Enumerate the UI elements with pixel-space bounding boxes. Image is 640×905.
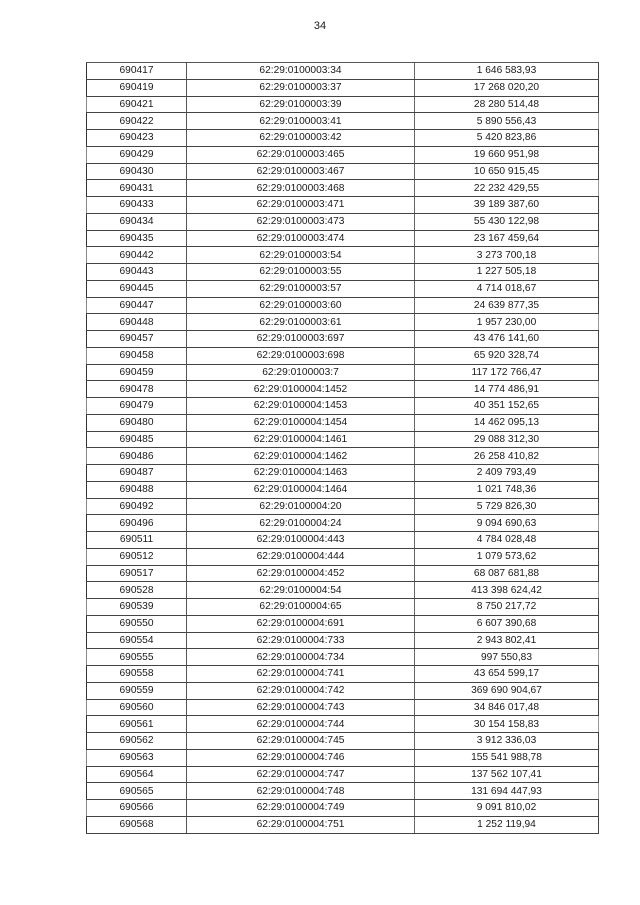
cadastral-number-cell: 62:29:0100003:34 bbox=[187, 63, 415, 80]
table-row bbox=[87, 398, 599, 415]
table-row bbox=[87, 230, 599, 247]
object-code-cell: 690429 bbox=[87, 146, 187, 163]
cadastral-number-cell: 62:29:0100003:468 bbox=[187, 180, 415, 197]
object-code-cell: 690486 bbox=[87, 448, 187, 465]
cadastral-number-cell: 62:29:0100003:473 bbox=[187, 213, 415, 230]
cadastral-number-cell: 62:29:0100004:749 bbox=[187, 800, 415, 817]
cadastral-number-cell: 62:29:0100004:742 bbox=[187, 682, 415, 699]
cadastral-number-cell: 62:29:0100004:1464 bbox=[187, 481, 415, 498]
object-code-cell: 690485 bbox=[87, 431, 187, 448]
table-row bbox=[87, 113, 599, 130]
object-code-cell: 690563 bbox=[87, 749, 187, 766]
object-code-cell: 690566 bbox=[87, 800, 187, 817]
table-body bbox=[87, 63, 599, 834]
cadastral-number-cell: 62:29:0100004:744 bbox=[187, 716, 415, 733]
cadastral-number-cell: 62:29:0100004:734 bbox=[187, 649, 415, 666]
amount-cell: 3 273 700,18 bbox=[415, 247, 599, 264]
cadastral-number-cell: 62:29:0100004:748 bbox=[187, 783, 415, 800]
object-code-cell: 690511 bbox=[87, 532, 187, 549]
table-row bbox=[87, 314, 599, 331]
table-row bbox=[87, 548, 599, 565]
object-code-cell: 690447 bbox=[87, 297, 187, 314]
object-code-cell: 690434 bbox=[87, 213, 187, 230]
table-row bbox=[87, 632, 599, 649]
amount-cell: 28 280 514,48 bbox=[415, 96, 599, 113]
object-code-cell: 690422 bbox=[87, 113, 187, 130]
object-code-cell: 690479 bbox=[87, 398, 187, 415]
table-row bbox=[87, 666, 599, 683]
cadastral-number-cell: 62:29:0100004:452 bbox=[187, 565, 415, 582]
object-code-cell: 690431 bbox=[87, 180, 187, 197]
object-code-cell: 690559 bbox=[87, 682, 187, 699]
cadastral-number-cell: 62:29:0100003:697 bbox=[187, 331, 415, 348]
table-row bbox=[87, 63, 599, 80]
amount-cell: 14 774 486,91 bbox=[415, 381, 599, 398]
amount-cell: 369 690 904,67 bbox=[415, 682, 599, 699]
amount-cell: 5 420 823,86 bbox=[415, 130, 599, 147]
table-row bbox=[87, 816, 599, 833]
table-row bbox=[87, 414, 599, 431]
object-code-cell: 690478 bbox=[87, 381, 187, 398]
object-code-cell: 690565 bbox=[87, 783, 187, 800]
amount-cell: 1 079 573,62 bbox=[415, 548, 599, 565]
table-row bbox=[87, 247, 599, 264]
cadastral-number-cell: 62:29:0100004:1461 bbox=[187, 431, 415, 448]
amount-cell: 30 154 158,83 bbox=[415, 716, 599, 733]
cadastral-number-cell: 62:29:0100003:474 bbox=[187, 230, 415, 247]
amount-cell: 26 258 410,82 bbox=[415, 448, 599, 465]
cadastral-number-cell: 62:29:0100004:1462 bbox=[187, 448, 415, 465]
cadastral-number-cell: 62:29:0100004:1453 bbox=[187, 398, 415, 415]
object-code-cell: 690419 bbox=[87, 79, 187, 96]
amount-cell: 40 351 152,65 bbox=[415, 398, 599, 415]
amount-cell: 1 646 583,93 bbox=[415, 63, 599, 80]
cadastral-number-cell: 62:29:0100004:746 bbox=[187, 749, 415, 766]
table-row bbox=[87, 599, 599, 616]
table-row bbox=[87, 532, 599, 549]
table-row bbox=[87, 716, 599, 733]
table-row bbox=[87, 800, 599, 817]
table-row bbox=[87, 79, 599, 96]
object-code-cell: 690423 bbox=[87, 130, 187, 147]
object-code-cell: 690562 bbox=[87, 733, 187, 750]
amount-cell: 3 912 336,03 bbox=[415, 733, 599, 750]
table-row bbox=[87, 465, 599, 482]
cadastral-number-cell: 62:29:0100004:1454 bbox=[187, 414, 415, 431]
cadastral-number-cell: 62:29:0100003:42 bbox=[187, 130, 415, 147]
data-table bbox=[86, 62, 599, 834]
amount-cell: 19 660 951,98 bbox=[415, 146, 599, 163]
table-row bbox=[87, 364, 599, 381]
table-row bbox=[87, 481, 599, 498]
amount-cell: 1 227 505,18 bbox=[415, 264, 599, 281]
cadastral-number-cell: 62:29:0100003:465 bbox=[187, 146, 415, 163]
object-code-cell: 690417 bbox=[87, 63, 187, 80]
object-code-cell: 690435 bbox=[87, 230, 187, 247]
amount-cell: 17 268 020,20 bbox=[415, 79, 599, 96]
amount-cell: 43 654 599,17 bbox=[415, 666, 599, 683]
object-code-cell: 690480 bbox=[87, 414, 187, 431]
amount-cell: 55 430 122,98 bbox=[415, 213, 599, 230]
table-row bbox=[87, 146, 599, 163]
table-row bbox=[87, 498, 599, 515]
cadastral-number-cell: 62:29:0100004:1452 bbox=[187, 381, 415, 398]
cadastral-number-cell: 62:29:0100004:733 bbox=[187, 632, 415, 649]
object-code-cell: 690517 bbox=[87, 565, 187, 582]
cadastral-number-cell: 62:29:0100003:54 bbox=[187, 247, 415, 264]
object-code-cell: 690558 bbox=[87, 666, 187, 683]
amount-cell: 413 398 624,42 bbox=[415, 582, 599, 599]
cadastral-number-cell: 62:29:0100004:691 bbox=[187, 615, 415, 632]
table-row bbox=[87, 699, 599, 716]
object-code-cell: 690492 bbox=[87, 498, 187, 515]
amount-cell: 8 750 217,72 bbox=[415, 599, 599, 616]
table-row bbox=[87, 649, 599, 666]
table-row bbox=[87, 264, 599, 281]
amount-cell: 23 167 459,64 bbox=[415, 230, 599, 247]
amount-cell: 1 252 119,94 bbox=[415, 816, 599, 833]
object-code-cell: 690550 bbox=[87, 615, 187, 632]
amount-cell: 1 021 748,36 bbox=[415, 481, 599, 498]
amount-cell: 137 562 107,41 bbox=[415, 766, 599, 783]
cadastral-number-cell: 62:29:0100003:41 bbox=[187, 113, 415, 130]
amount-cell: 117 172 766,47 bbox=[415, 364, 599, 381]
amount-cell: 14 462 095,13 bbox=[415, 414, 599, 431]
amount-cell: 5 729 826,30 bbox=[415, 498, 599, 515]
cadastral-number-cell: 62:29:0100004:54 bbox=[187, 582, 415, 599]
table-row bbox=[87, 682, 599, 699]
amount-cell: 9 094 690,63 bbox=[415, 515, 599, 532]
table-row bbox=[87, 749, 599, 766]
table-row bbox=[87, 615, 599, 632]
object-code-cell: 690554 bbox=[87, 632, 187, 649]
table-row bbox=[87, 331, 599, 348]
object-code-cell: 690564 bbox=[87, 766, 187, 783]
cadastral-number-cell: 62:29:0100004:1463 bbox=[187, 465, 415, 482]
amount-cell: 6 607 390,68 bbox=[415, 615, 599, 632]
cadastral-number-cell: 62:29:0100004:741 bbox=[187, 666, 415, 683]
page-number: 34 bbox=[313, 20, 327, 32]
amount-cell: 997 550,83 bbox=[415, 649, 599, 666]
table-row bbox=[87, 448, 599, 465]
cadastral-number-cell: 62:29:0100004:24 bbox=[187, 515, 415, 532]
table-row bbox=[87, 431, 599, 448]
object-code-cell: 690568 bbox=[87, 816, 187, 833]
amount-cell: 39 189 387,60 bbox=[415, 197, 599, 214]
amount-cell: 1 957 230,00 bbox=[415, 314, 599, 331]
object-code-cell: 690448 bbox=[87, 314, 187, 331]
object-code-cell: 690488 bbox=[87, 481, 187, 498]
cadastral-number-cell: 62:29:0100004:747 bbox=[187, 766, 415, 783]
table-row bbox=[87, 347, 599, 364]
cadastral-number-cell: 62:29:0100003:37 bbox=[187, 79, 415, 96]
cadastral-number-cell: 62:29:0100003:60 bbox=[187, 297, 415, 314]
amount-cell: 5 890 556,43 bbox=[415, 113, 599, 130]
cadastral-number-cell: 62:29:0100004:745 bbox=[187, 733, 415, 750]
object-code-cell: 690457 bbox=[87, 331, 187, 348]
table-row bbox=[87, 515, 599, 532]
table-row bbox=[87, 297, 599, 314]
amount-cell: 68 087 681,88 bbox=[415, 565, 599, 582]
table-row bbox=[87, 197, 599, 214]
object-code-cell: 690421 bbox=[87, 96, 187, 113]
amount-cell: 34 846 017,48 bbox=[415, 699, 599, 716]
object-code-cell: 690539 bbox=[87, 599, 187, 616]
table-row bbox=[87, 381, 599, 398]
object-code-cell: 690555 bbox=[87, 649, 187, 666]
table-row bbox=[87, 163, 599, 180]
amount-cell: 10 650 915,45 bbox=[415, 163, 599, 180]
object-code-cell: 690442 bbox=[87, 247, 187, 264]
amount-cell: 131 694 447,93 bbox=[415, 783, 599, 800]
object-code-cell: 690561 bbox=[87, 716, 187, 733]
cadastral-number-cell: 62:29:0100004:20 bbox=[187, 498, 415, 515]
object-code-cell: 690512 bbox=[87, 548, 187, 565]
cadastral-number-cell: 62:29:0100003:467 bbox=[187, 163, 415, 180]
cadastral-number-cell: 62:29:0100003:7 bbox=[187, 364, 415, 381]
cadastral-number-cell: 62:29:0100003:57 bbox=[187, 280, 415, 297]
cadastral-number-cell: 62:29:0100004:443 bbox=[187, 532, 415, 549]
object-code-cell: 690445 bbox=[87, 280, 187, 297]
table-row bbox=[87, 766, 599, 783]
amount-cell: 4 714 018,67 bbox=[415, 280, 599, 297]
table-row bbox=[87, 213, 599, 230]
cadastral-number-cell: 62:29:0100003:471 bbox=[187, 197, 415, 214]
table-row bbox=[87, 180, 599, 197]
table-row bbox=[87, 783, 599, 800]
table-row bbox=[87, 96, 599, 113]
object-code-cell: 690459 bbox=[87, 364, 187, 381]
cadastral-number-cell: 62:29:0100003:698 bbox=[187, 347, 415, 364]
table-row bbox=[87, 733, 599, 750]
cadastral-number-cell: 62:29:0100004:65 bbox=[187, 599, 415, 616]
table-row bbox=[87, 582, 599, 599]
amount-cell: 4 784 028,48 bbox=[415, 532, 599, 549]
object-code-cell: 690458 bbox=[87, 347, 187, 364]
object-code-cell: 690528 bbox=[87, 582, 187, 599]
amount-cell: 2 943 802,41 bbox=[415, 632, 599, 649]
object-code-cell: 690487 bbox=[87, 465, 187, 482]
object-code-cell: 690560 bbox=[87, 699, 187, 716]
amount-cell: 2 409 793,49 bbox=[415, 465, 599, 482]
cadastral-number-cell: 62:29:0100003:39 bbox=[187, 96, 415, 113]
cadastral-number-cell: 62:29:0100003:55 bbox=[187, 264, 415, 281]
amount-cell: 9 091 810,02 bbox=[415, 800, 599, 817]
amount-cell: 155 541 988,78 bbox=[415, 749, 599, 766]
amount-cell: 24 639 877,35 bbox=[415, 297, 599, 314]
amount-cell: 22 232 429,55 bbox=[415, 180, 599, 197]
table-row bbox=[87, 130, 599, 147]
amount-cell: 43 476 141,60 bbox=[415, 331, 599, 348]
cadastral-number-cell: 62:29:0100004:751 bbox=[187, 816, 415, 833]
object-code-cell: 690433 bbox=[87, 197, 187, 214]
table-row bbox=[87, 280, 599, 297]
object-code-cell: 690430 bbox=[87, 163, 187, 180]
cadastral-number-cell: 62:29:0100003:61 bbox=[187, 314, 415, 331]
amount-cell: 29 088 312,30 bbox=[415, 431, 599, 448]
cadastral-number-cell: 62:29:0100004:743 bbox=[187, 699, 415, 716]
object-code-cell: 690496 bbox=[87, 515, 187, 532]
table-row bbox=[87, 565, 599, 582]
cadastral-number-cell: 62:29:0100004:444 bbox=[187, 548, 415, 565]
amount-cell: 65 920 328,74 bbox=[415, 347, 599, 364]
object-code-cell: 690443 bbox=[87, 264, 187, 281]
